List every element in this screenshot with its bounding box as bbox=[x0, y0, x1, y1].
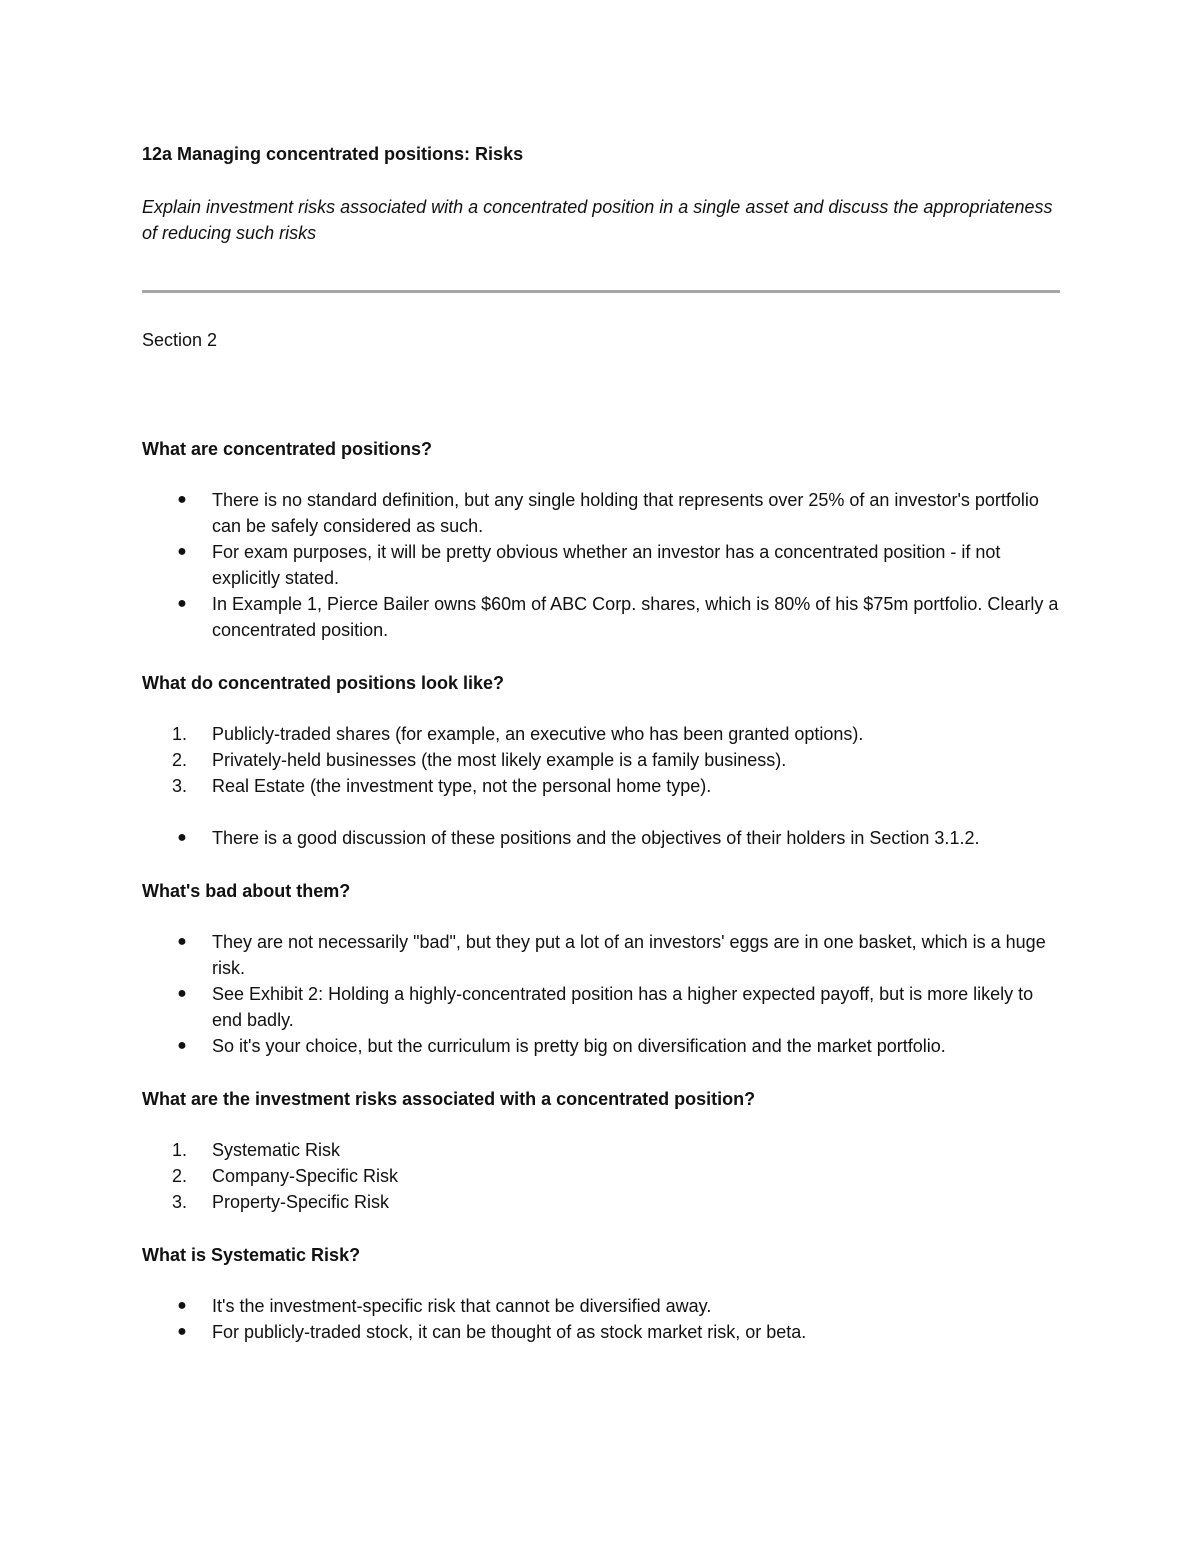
bullet-icon: ● bbox=[177, 1297, 187, 1314]
list-item bbox=[142, 747, 1060, 773]
list-item-text: See Exhibit 2: Holding a highly-concentrated position has a higher expected payoff, but is more likely to end badly. bbox=[212, 984, 1034, 1030]
list-number: 2. bbox=[172, 750, 188, 770]
bullet-icon: ● bbox=[177, 1037, 187, 1054]
list-item bbox=[142, 825, 1060, 851]
list-item bbox=[142, 1137, 1060, 1163]
list-item-text: Company-Specific Risk bbox=[212, 1166, 399, 1186]
list-item-text: Systematic Risk bbox=[212, 1140, 341, 1160]
list-number: 3. bbox=[172, 776, 188, 796]
list-number: 2. bbox=[172, 1166, 188, 1186]
list-item bbox=[142, 1163, 1060, 1189]
document-content bbox=[142, 140, 1060, 1345]
list-item-text: Real Estate (the investment type, not the personal home type). bbox=[212, 776, 712, 796]
list-item bbox=[142, 1319, 1060, 1345]
bullet-list bbox=[142, 929, 1060, 1059]
list-item-text: Publicly-traded shares (for example, an executive who has been granted options). bbox=[212, 724, 864, 744]
bullet-icon: ● bbox=[177, 985, 187, 1002]
list-item bbox=[142, 929, 1060, 981]
bullet-icon: ● bbox=[177, 595, 187, 612]
list-item-text: There is no standard definition, but any single holding that represents over 25% of an investor's portfolio can be safely considered as such. bbox=[212, 490, 1039, 536]
section-heading-whats-bad: What's bad about them? bbox=[142, 881, 351, 901]
bullet-icon: ● bbox=[177, 933, 187, 950]
list-item-text: So it's your choice, but the curriculum is pretty big on diversification and the market portfolio. bbox=[212, 1036, 946, 1056]
bullet-icon: ● bbox=[177, 1323, 187, 1340]
list-item bbox=[142, 539, 1060, 591]
list-item-text: It's the investment-specific risk that cannot be diversified away. bbox=[212, 1296, 712, 1316]
bullet-icon: ● bbox=[177, 543, 187, 560]
list-number: 1. bbox=[172, 724, 188, 744]
section-heading-what-they-look-like: What do concentrated positions look like? bbox=[142, 673, 505, 693]
section-heading-investment-risks: What are the investment risks associated with a concentrated position? bbox=[142, 1089, 756, 1109]
list-item bbox=[142, 981, 1060, 1033]
list-item bbox=[142, 591, 1060, 643]
document-title: 12a Managing concentrated positions: Risks bbox=[142, 144, 524, 164]
list-item-text: Privately-held businesses (the most likely example is a family business). bbox=[212, 750, 787, 770]
list-item bbox=[142, 487, 1060, 539]
list-number: 3. bbox=[172, 1192, 188, 1212]
bullet-list bbox=[142, 1293, 1060, 1345]
list-item-text: In Example 1, Pierce Bailer owns $60m of ABC Corp. shares, which is 80% of his $75m portfolio. Clearly a concentrated position. bbox=[212, 594, 1059, 640]
list-item bbox=[142, 1189, 1060, 1215]
bullet-list bbox=[142, 487, 1060, 643]
list-number: 1. bbox=[172, 1140, 188, 1160]
list-item-text: For publicly-traded stock, it can be thought of as stock market risk, or beta. bbox=[212, 1322, 807, 1342]
list-item bbox=[142, 1293, 1060, 1319]
numbered-list bbox=[142, 1137, 1060, 1215]
list-item-text: They are not necessarily "bad", but they put a lot of an investors' eggs are in one basket, which is a huge risk. bbox=[212, 932, 1046, 978]
list-item bbox=[142, 773, 1060, 799]
section-label: Section 2 bbox=[142, 330, 218, 350]
section-heading-concentrated-positions: What are concentrated positions? bbox=[142, 439, 433, 459]
list-item-text: For exam purposes, it will be pretty obvious whether an investor has a concentrated position - if not explicitly stated. bbox=[212, 542, 1001, 588]
numbered-list bbox=[142, 721, 1060, 799]
list-item-text: Property-Specific Risk bbox=[212, 1192, 390, 1212]
bullet-icon: ● bbox=[177, 491, 187, 508]
list-item bbox=[142, 1033, 1060, 1059]
list-item-text: There is a good discussion of these positions and the objectives of their holders in Section 3.1.2. bbox=[212, 828, 980, 848]
horizontal-divider bbox=[142, 290, 1060, 293]
list-item bbox=[142, 721, 1060, 747]
bullet-icon: ● bbox=[177, 829, 187, 846]
bullet-list bbox=[142, 825, 1060, 851]
section-heading-systematic-risk: What is Systematic Risk? bbox=[142, 1245, 361, 1265]
document-subtitle: Explain investment risks associated with a concentrated position in a single asset and discuss the appropriateness of reducing such risks bbox=[142, 197, 1053, 243]
